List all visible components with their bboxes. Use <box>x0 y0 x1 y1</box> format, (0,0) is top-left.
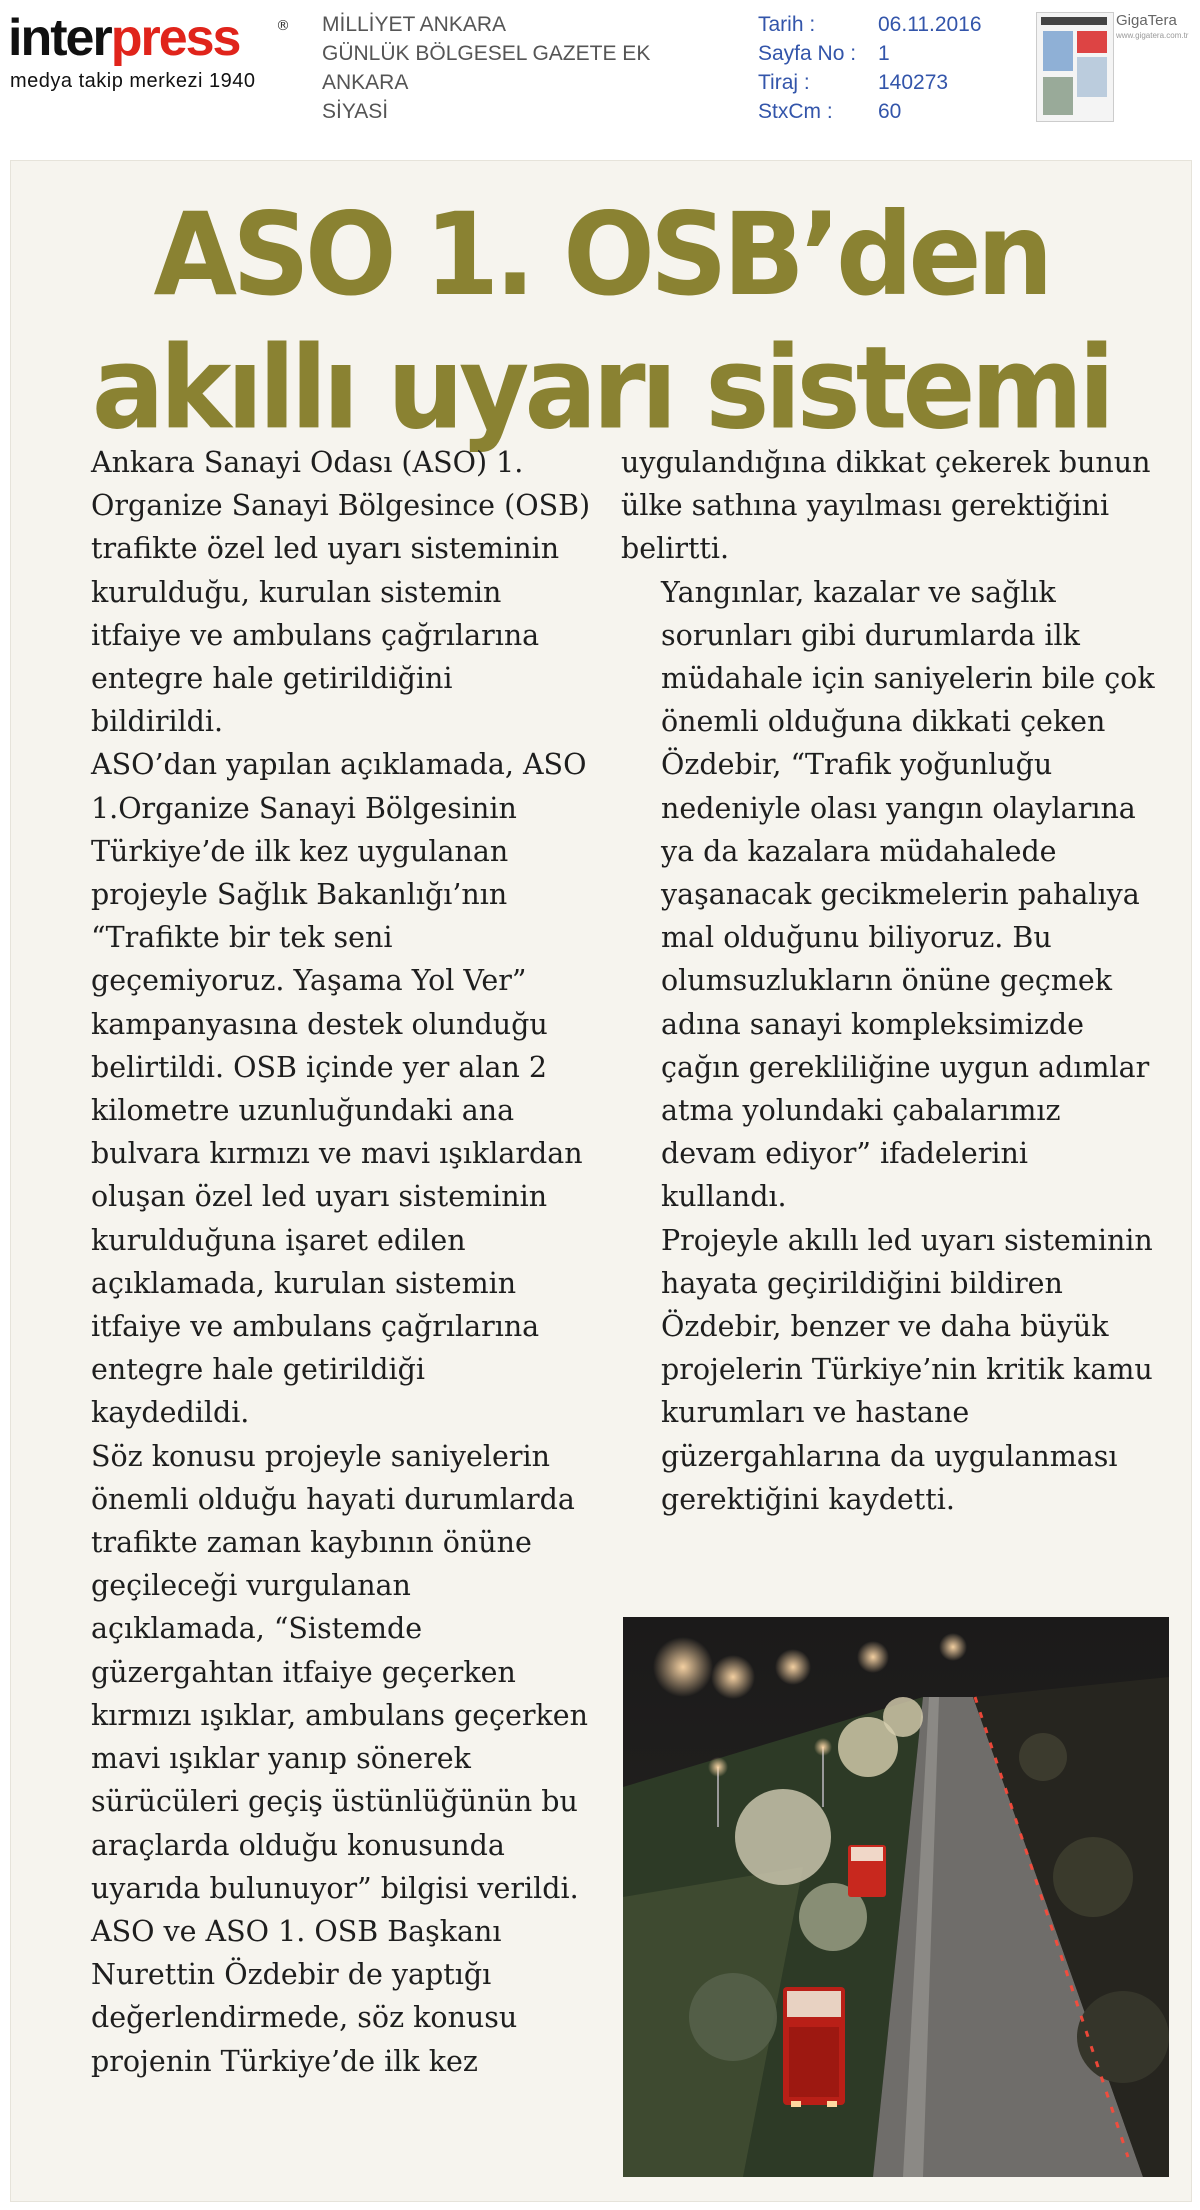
registered-mark: ® <box>276 18 290 34</box>
publication-info <box>322 10 650 126</box>
meta-label: Tiraj : <box>758 71 810 94</box>
meta-label: Tarih : <box>758 13 816 36</box>
article-photo <box>623 1617 1169 2177</box>
clipping-meta <box>758 10 998 126</box>
meta-value: 60 <box>878 100 902 123</box>
article-paragraph: ASO’dan yapılan açıklamada, ASO 1.Organize Sanayi Bölgesinin Türkiye’de ilk kez uygulanan projeyle Sağlık Bakanlığı’nın “Trafikte bir tek seni geçemiyoruz. Yaşama Yol Ver” kampanyasına destek olunduğu belirtildi. OSB içinde yer alan 2 kilometre uzunluğundaki ana bulvara kırmızı ve mavi ışıklardan oluşan özel led uyarı sisteminin kurulduğuna işaret edilen açıklamada, kurulan sistemin itfaiye ve ambulans çağrılarına entegre hale getirildiği kaydedildi. <box>91 748 587 1430</box>
thumbnail-block <box>1077 57 1107 97</box>
meta-value: 06.11.2016 <box>878 13 982 36</box>
publication-section: SİYASİ <box>322 100 389 123</box>
thumbnail-masthead <box>1041 17 1107 25</box>
article-paragraph: ASO ve ASO 1. OSB Başkanı Nurettin Özdebir de yaptığı değerlendirmede, söz konusu projenin Türkiye’de ilk kez <box>91 1914 518 2078</box>
meta-stxcm <box>758 97 998 126</box>
article-paragraph: uygulandığına dikkat çekerek bunun ülke sathına yayılması gerektiğini belirtti. <box>621 446 1151 566</box>
article-headline: ASO 1. OSB’den akıllı uyarı sistemi <box>91 189 1111 456</box>
thumbnail-block <box>1077 31 1107 53</box>
meta-page <box>758 39 998 68</box>
gigatera-name: GigaTera <box>1116 12 1177 29</box>
newspaper-clipping <box>10 160 1192 2202</box>
logo-wordmark <box>8 9 240 67</box>
article-column-right <box>621 441 1161 1521</box>
article-paragraph: Yangınlar, kazalar ve sağlık sorunları gibi durumlarda ilk müdahale için saniyelerin bile çok önemli olduğuna dikkati çeken Özdebir, “Trafik yoğunluğu nedeniyle olası yangın olaylarına ya da kazalara müdahalede yaşanacak gecikmelerin pahalıya mal olduğunu biliyoruz. Bu olumsuzlukların önüne geçmek adına sanayi kompleksimizde çağın gerekliliğine uygun adımlar atma yolundaki çabalarımız devam ediyor” ifadelerini kullandı. <box>661 575 1155 1214</box>
interpress-logo <box>8 9 298 102</box>
meta-label: StxCm : <box>758 100 833 123</box>
article-paragraph: Söz konusu projeyle saniyelerin önemli olduğu hayati durumlarda trafikte zaman kaybının önüne geçileceği vurgulanan açıklamada, “Sistemde güzergahtan itfaiye geçerken kırmızı ışıklar, ambulans geçerken mavi ışıklar yanıp sönerek sürücüleri geçiş üstünlüğünün bu araçlarda olduğu konusunda uyarıda bulunuyor” bilgisi verildi. <box>91 1439 588 1905</box>
meta-value: 1 <box>878 42 890 65</box>
gigatera-url: www.gigatera.com.tr <box>1116 31 1189 40</box>
article-paragraph: Projeyle akıllı led uyarı sisteminin hayata geçirildiğini bildiren Özdebir, benzer ve daha büyük projelerin Türkiye’nin kritik kamu kurumları ve hastane güzergahlarına da uygulanması gerektiğini kaydetti. <box>661 1223 1153 1516</box>
page-thumbnail[interactable] <box>1036 12 1114 122</box>
meta-label: Sayfa No : <box>758 42 857 65</box>
article-paragraph: Ankara Sanayi Odası (ASO) 1. Organize Sanayi Bölgesince (OSB) trafikte özel led uyarı sisteminin kurulduğu, kurulan sistemin itfaiye ve ambulans çağrılarına entegre hale getirildiğini bildirildi. <box>91 446 591 739</box>
meta-circulation <box>758 68 998 97</box>
article-column-left <box>51 441 591 2083</box>
logo-word-red: press <box>110 9 240 67</box>
gigatera-logo <box>1116 12 1188 40</box>
meta-value: 140273 <box>878 71 949 94</box>
clipping-header <box>0 0 1200 150</box>
publication-name: MİLLİYET ANKARA <box>322 13 507 36</box>
logo-tagline: medya takip merkezi 1940 <box>10 70 256 92</box>
logo-word-black: inter <box>8 9 111 67</box>
publication-type: GÜNLÜK BÖLGESEL GAZETE EK <box>322 42 651 65</box>
publication-city: ANKARA <box>322 71 409 94</box>
thumbnail-block <box>1043 31 1073 71</box>
meta-date <box>758 10 998 39</box>
thumbnail-block <box>1043 77 1073 115</box>
